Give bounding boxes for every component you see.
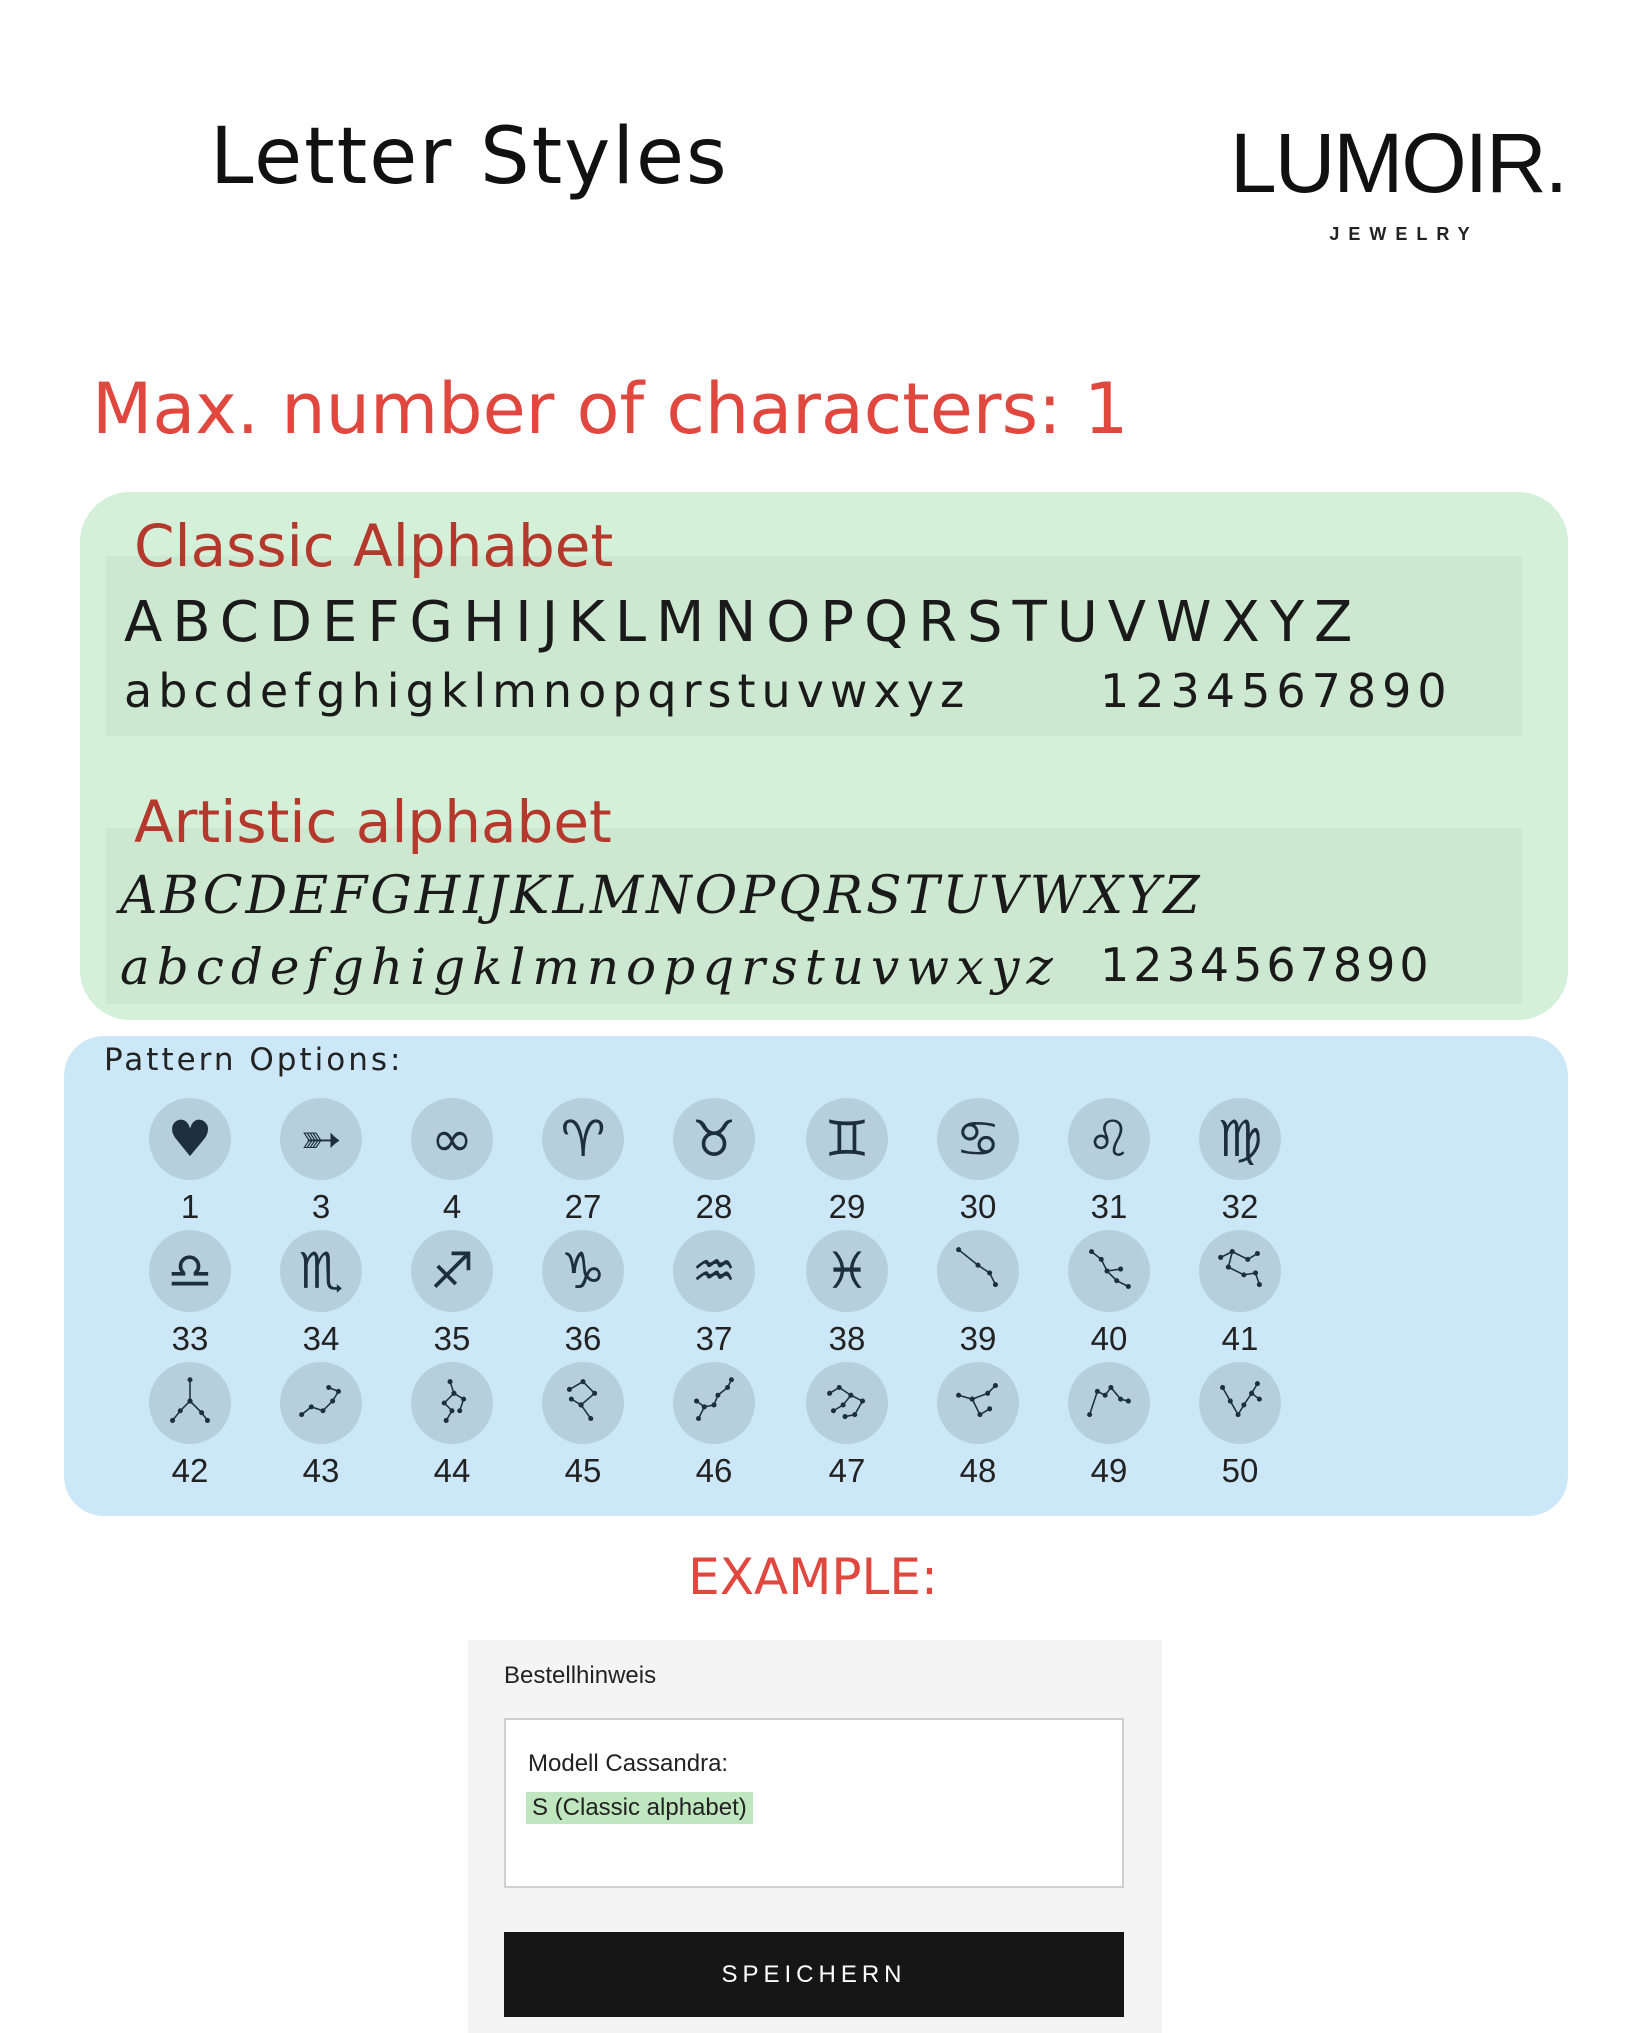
- pattern-number: 29: [828, 1188, 866, 1225]
- infinity-icon: ∞: [411, 1098, 493, 1180]
- pattern-number: 32: [1221, 1188, 1259, 1225]
- pattern-number: 43: [302, 1452, 340, 1489]
- example-label: EXAMPLE:: [688, 1548, 938, 1606]
- logo-sub-text: JEWELRY: [1329, 224, 1479, 244]
- pattern-option-46[interactable]: [664, 1362, 764, 1490]
- note-line-model: Modell Cassandra:: [528, 1750, 729, 1777]
- pattern-option-44[interactable]: [402, 1362, 502, 1490]
- pattern-option-28[interactable]: [664, 1098, 764, 1226]
- pattern-number: 40: [1090, 1320, 1128, 1357]
- pattern-number: 36: [564, 1320, 602, 1357]
- pattern-number: 38: [828, 1320, 866, 1357]
- cancer-constellation-icon: [149, 1362, 231, 1444]
- gemini-icon: ♊︎: [806, 1098, 888, 1180]
- capricorn-icon: ♑︎: [542, 1230, 624, 1312]
- pattern-number: 45: [564, 1452, 602, 1489]
- taurus-icon: ♉︎: [673, 1098, 755, 1180]
- pattern-option-1[interactable]: [140, 1098, 240, 1226]
- aquarius-icon: ♒︎: [673, 1230, 755, 1312]
- heart-icon: ♥: [149, 1098, 231, 1180]
- artistic-lowercase: abcdefghigklmnopqrstuvwxyz: [120, 938, 1060, 996]
- pattern-option-35[interactable]: [402, 1230, 502, 1358]
- logo-main-text: LUMOIR.: [1230, 116, 1567, 210]
- aries-constellation-icon: [937, 1230, 1019, 1312]
- brand-logo: [1230, 116, 1567, 245]
- pisces-constellation-icon: [1199, 1362, 1281, 1444]
- pattern-number: 37: [695, 1320, 733, 1357]
- artistic-digits: 1234567890: [1100, 938, 1433, 992]
- scorpio-constellation-icon: [673, 1362, 755, 1444]
- pisces-icon: ♓︎: [806, 1230, 888, 1312]
- pattern-option-38[interactable]: [797, 1230, 897, 1358]
- pattern-option-31[interactable]: [1059, 1098, 1159, 1226]
- pattern-number: 1: [180, 1188, 200, 1225]
- libra-constellation-icon: [542, 1362, 624, 1444]
- pattern-number: 39: [959, 1320, 997, 1357]
- pattern-number: 42: [171, 1452, 209, 1489]
- pattern-option-42[interactable]: [140, 1362, 240, 1490]
- pattern-option-33[interactable]: [140, 1230, 240, 1358]
- classic-lowercase: abcdefghigklmnopqrstuvwxyz: [124, 664, 971, 718]
- pattern-number: 27: [564, 1188, 602, 1225]
- pattern-number: 44: [433, 1452, 471, 1489]
- pattern-option-32[interactable]: [1190, 1098, 1290, 1226]
- pattern-number: 46: [695, 1452, 733, 1489]
- leo-constellation-icon: [280, 1362, 362, 1444]
- pattern-option-50[interactable]: [1190, 1362, 1290, 1490]
- artistic-alphabet-title: Artistic alphabet: [134, 788, 612, 856]
- pattern-number: 47: [828, 1452, 866, 1489]
- pattern-number: 4: [442, 1188, 462, 1225]
- pattern-option-48[interactable]: [928, 1362, 1028, 1490]
- pattern-number: 35: [433, 1320, 471, 1357]
- pattern-option-39[interactable]: [928, 1230, 1028, 1358]
- pattern-option-29[interactable]: [797, 1098, 897, 1226]
- pattern-option-43[interactable]: [271, 1362, 371, 1490]
- aries-icon: ♈︎: [542, 1098, 624, 1180]
- classic-digits: 1234567890: [1100, 664, 1453, 718]
- pattern-number: 30: [959, 1188, 997, 1225]
- leo-icon: ♌︎: [1068, 1098, 1150, 1180]
- scorpio-icon: ♏︎: [280, 1230, 362, 1312]
- pattern-option-27[interactable]: [533, 1098, 633, 1226]
- arrow-icon: ➳: [280, 1098, 362, 1180]
- note-line-selection: S (Classic alphabet): [526, 1792, 753, 1824]
- pattern-number: 3: [311, 1188, 331, 1225]
- pattern-number: 41: [1221, 1320, 1259, 1357]
- pattern-number: 31: [1090, 1188, 1128, 1225]
- pattern-option-30[interactable]: [928, 1098, 1028, 1226]
- virgo-constellation-icon: [411, 1362, 493, 1444]
- pattern-option-41[interactable]: [1190, 1230, 1290, 1358]
- pattern-number: 28: [695, 1188, 733, 1225]
- pattern-option-40[interactable]: [1059, 1230, 1159, 1358]
- pattern-option-47[interactable]: [797, 1362, 897, 1490]
- taurus-constellation-icon: [1068, 1230, 1150, 1312]
- cancer-icon: ♋︎: [937, 1098, 1019, 1180]
- classic-alphabet-title: Classic Alphabet: [134, 512, 614, 580]
- pattern-options-title: Pattern Options:: [104, 1042, 404, 1078]
- sagittarius-constellation-icon: [806, 1362, 888, 1444]
- max-characters-note: Max. number of characters: 1: [92, 368, 1129, 450]
- pattern-option-37[interactable]: [664, 1230, 764, 1358]
- pattern-number: 34: [302, 1320, 340, 1357]
- pattern-number: 50: [1221, 1452, 1259, 1489]
- classic-uppercase: ABCDEFGHIJKLMNOPQRSTUVWXYZ: [124, 590, 1363, 655]
- pattern-number: 48: [959, 1452, 997, 1489]
- pattern-option-36[interactable]: [533, 1230, 633, 1358]
- card-title: Bestellhinweis: [504, 1662, 657, 1689]
- libra-icon: ♎︎: [149, 1230, 231, 1312]
- pattern-number: 49: [1090, 1452, 1128, 1489]
- pattern-option-34[interactable]: [271, 1230, 371, 1358]
- gemini-constellation-icon: [1199, 1230, 1281, 1312]
- example-card: [468, 1640, 1162, 2033]
- artistic-uppercase: ABCDEFGHIJKLMNOPQRSTUVWXYZ: [120, 866, 1203, 926]
- capricorn-constellation-icon: [937, 1362, 1019, 1444]
- sagittarius-icon: ♐︎: [411, 1230, 493, 1312]
- pattern-option-3[interactable]: [271, 1098, 371, 1226]
- pattern-option-49[interactable]: [1059, 1362, 1159, 1490]
- pattern-number: 33: [171, 1320, 209, 1357]
- aquarius-constellation-icon: [1068, 1362, 1150, 1444]
- pattern-option-4[interactable]: [402, 1098, 502, 1226]
- save-button[interactable]: SPEICHERN: [504, 1932, 1124, 2017]
- order-note-textarea[interactable]: [504, 1718, 1124, 1888]
- virgo-icon: ♍︎: [1199, 1098, 1281, 1180]
- page-title: Letter Styles: [210, 112, 729, 202]
- pattern-option-45[interactable]: [533, 1362, 633, 1490]
